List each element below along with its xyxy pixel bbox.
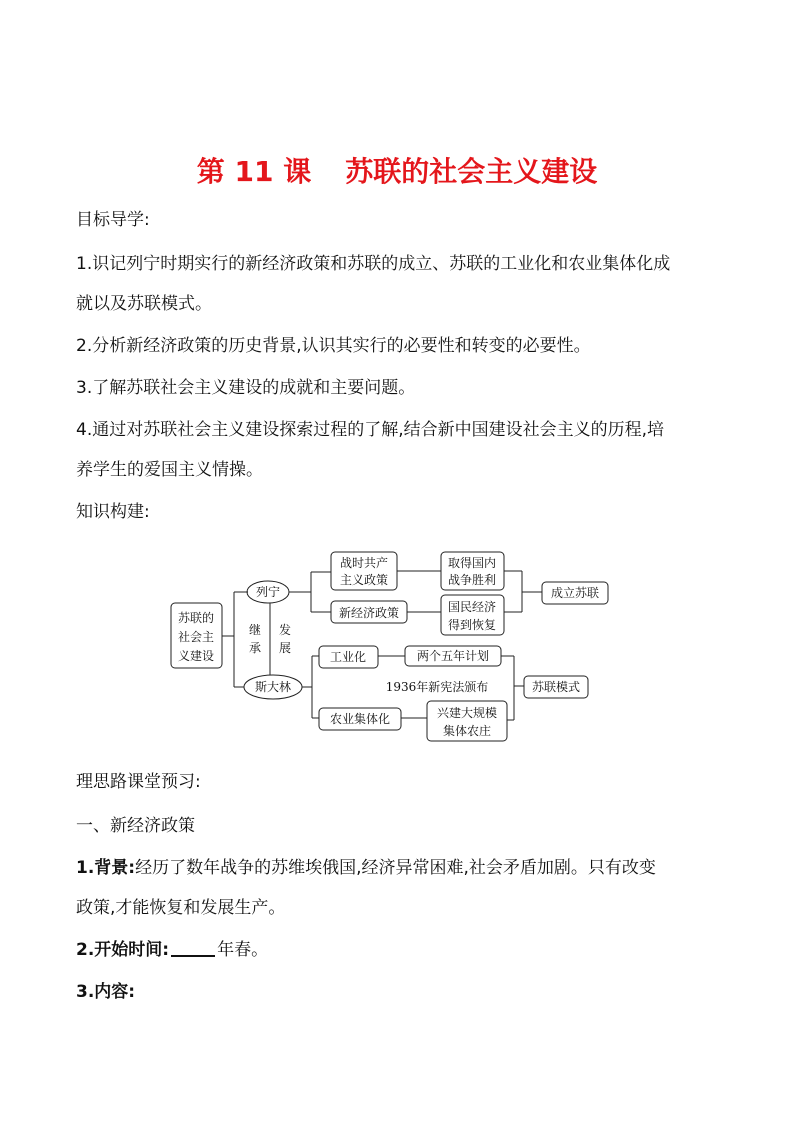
diagram-collectivization: 农业集体化 xyxy=(329,712,391,726)
diagram-root-line1: 苏联的 xyxy=(177,611,215,625)
section1-heading: 一、新经济政策 xyxy=(76,816,195,836)
diagram-economy-2: 得到恢复 xyxy=(447,618,497,632)
preview-heading: 理思路课堂预习: xyxy=(76,772,201,792)
diagram-develop-1: 发 xyxy=(278,623,292,637)
diagram-constitution: 1936年新宪法颁布 xyxy=(385,680,489,694)
lesson-topic: 苏联的社会主义建设 xyxy=(345,155,598,188)
start-time-blank[interactable] xyxy=(171,938,215,957)
background-label: 1.背景: xyxy=(76,858,136,878)
diagram-model: 苏联模式 xyxy=(531,680,581,694)
diagram-lenin: 列宁 xyxy=(255,585,281,599)
objective-4b: 养学生的爱国主义情操。 xyxy=(76,460,263,480)
page-title xyxy=(0,150,794,190)
diagram-stalin: 斯大林 xyxy=(254,680,292,694)
diagram-develop-2: 展 xyxy=(278,641,292,655)
diagram-war-communism-1: 战时共产 xyxy=(339,556,389,570)
diagram-inherit-2: 承 xyxy=(248,641,262,655)
objective-1b: 就以及苏联模式。 xyxy=(76,294,212,314)
diagram-root-line2: 社会主 xyxy=(177,630,215,644)
diagram-war-communism-2: 主义政策 xyxy=(339,573,389,587)
background-text-1: 经历了数年战争的苏维埃俄国,经济异常困难,社会矛盾加剧。只有改变 xyxy=(135,858,656,878)
objective-1a: 1.识记列宁时期实行的新经济政策和苏联的成立、苏联的工业化和农业集体化成 xyxy=(76,254,671,274)
start-time-line xyxy=(76,938,268,962)
start-time-suffix: 年春。 xyxy=(217,940,269,960)
knowledge-diagram xyxy=(0,540,794,760)
diagram-five-year: 两个五年计划 xyxy=(416,649,490,663)
diagram-root-line3: 义建设 xyxy=(177,649,215,663)
diagram-civil-war-1: 取得国内 xyxy=(447,556,497,570)
start-time-label: 2.开始时间: xyxy=(76,940,170,960)
diagram-farms-1: 兴建大规模 xyxy=(436,706,498,720)
knowledge-heading: 知识构建: xyxy=(76,502,150,522)
content-label: 3.内容: xyxy=(76,982,136,1002)
diagram-economy-1: 国民经济 xyxy=(447,600,497,614)
objective-4a: 4.通过对苏联社会主义建设探索过程的了解,结合新中国建设社会主义的历程,培 xyxy=(76,420,665,440)
background-line xyxy=(76,856,656,880)
diagram-farms-2: 集体农庄 xyxy=(442,724,492,738)
diagram-ussr: 成立苏联 xyxy=(550,586,600,600)
background-text-2: 政策,才能恢复和发展生产。 xyxy=(76,898,286,918)
objective-3: 3.了解苏联社会主义建设的成就和主要问题。 xyxy=(76,378,416,398)
objective-2: 2.分析新经济政策的历史背景,认识其实行的必要性和转变的必要性。 xyxy=(76,336,591,356)
diagram-nep: 新经济政策 xyxy=(338,606,400,620)
lesson-number: 第 11 课 xyxy=(196,155,312,188)
diagram-industrialization: 工业化 xyxy=(329,650,367,664)
diagram-inherit-1: 继 xyxy=(248,623,262,637)
diagram-civil-war-2: 战争胜利 xyxy=(447,573,497,587)
objectives-heading: 目标导学: xyxy=(76,210,150,230)
